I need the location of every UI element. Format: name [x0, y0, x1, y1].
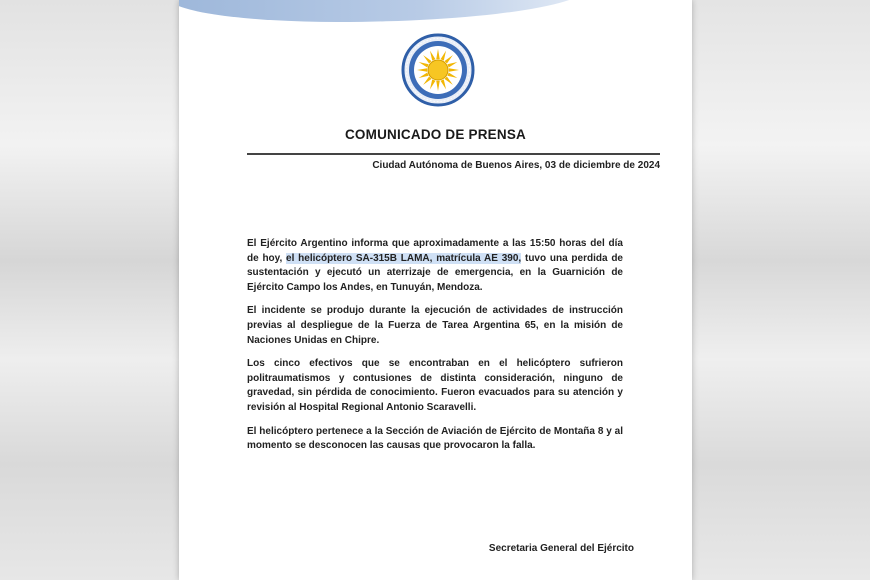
background-blur-left	[0, 0, 180, 580]
army-sun-emblem-icon	[401, 33, 475, 107]
dateline: Ciudad Autónoma de Buenos Aires, 03 de diciembre de 2024	[372, 160, 660, 171]
page-title: COMUNICADO DE PRENSA	[344, 127, 526, 142]
document-page	[179, 0, 692, 580]
paragraph-2: El incidente se produjo durante la ejecución de actividades de instrucción previas al despliegue de la Fuerza de Tarea Argentina 65, en la misión de Naciones Unidas en Chipre.	[247, 305, 623, 346]
paragraph-3: Los cinco efectivos que se encontraban en el helicóptero sufrieron politraumatismos y contusiones de distinta consideración, ninguno de gravedad, sin pérdida de conocimiento. Fueron evacuados para su atención y revisión al Hospital Regional Antonio Scaravelli.	[247, 358, 623, 413]
signature: Secretaria General del Ejército	[488, 543, 634, 554]
paragraph-1-start: El Ejército Argentino informa que aproximadamente a las 15:50 horas del día de hoy,	[247, 238, 623, 264]
header-swoosh-decoration	[179, 0, 589, 22]
background-blur-right	[692, 0, 870, 580]
title-divider	[247, 153, 660, 155]
paragraph-1	[247, 237, 623, 295]
paragraph-1-end: tuvo una perdida de sustentación y ejecutó un aterrizaje de emergencia, en la Guarnición de Ejército Campo los Andes, en Tunuyán, Mendoza.	[247, 252, 623, 293]
press-release-body	[247, 237, 623, 463]
highlighted-text: el helicóptero SA-315B LAMA, matrícula AE 390,	[286, 252, 522, 264]
paragraph-4: El helicóptero pertenece a la Sección de Aviación de Ejército de Montaña 8 y al momento se desconocen las causas que provocaron la falla.	[247, 425, 623, 452]
